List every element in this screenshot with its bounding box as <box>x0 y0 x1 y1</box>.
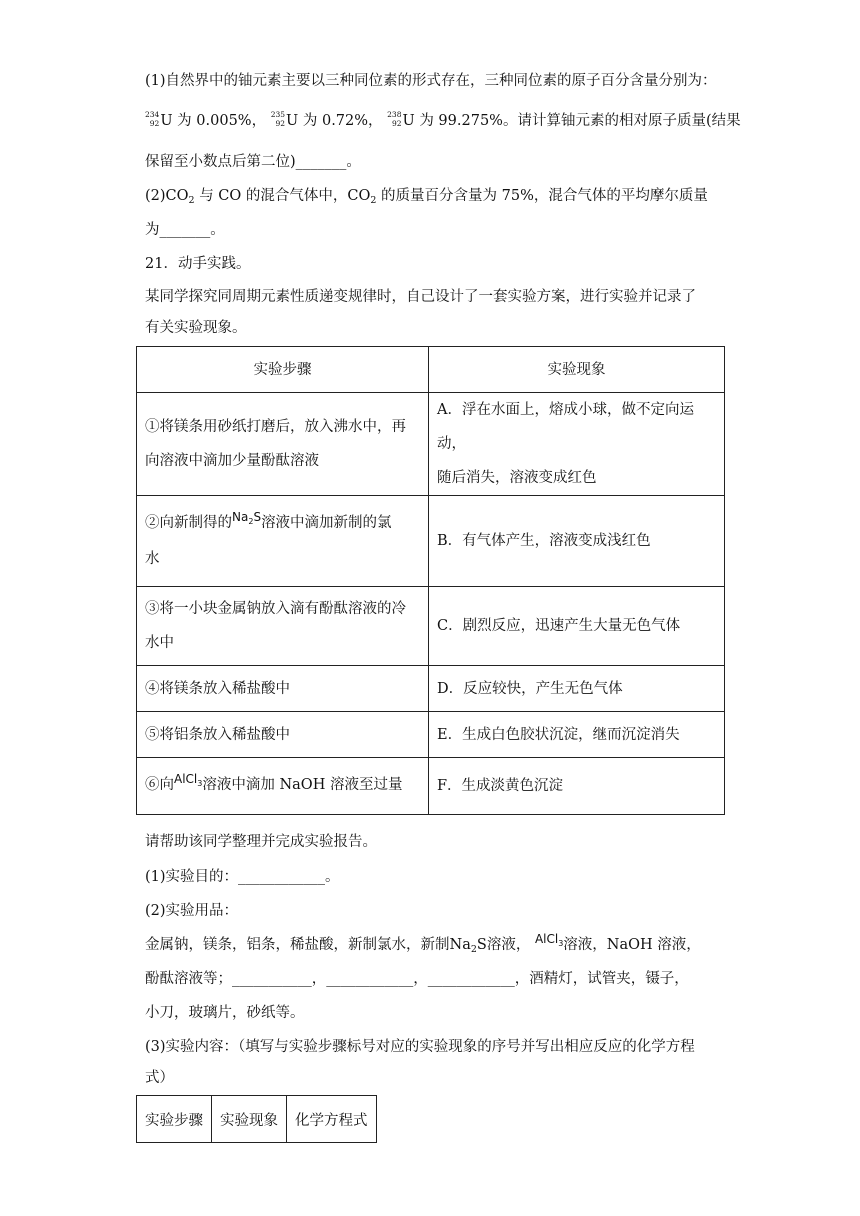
q20-part1-line1: (1)自然界中的铀元素主要以三种同位素的形式存在，三种同位素的原子百分含量分别为： <box>145 73 717 89</box>
supplies-line1: 金属钠，镁条，铝条，稀盐酸，新制氯水，新制$Na_2S$溶液， $^{AlCl_3}$溶液，NaOH 溶液， <box>145 932 701 955</box>
isotope-u238-symbol: U <box>402 113 415 129</box>
step-cell: ③将一小块金属钠放入滴有酚酞溶液的冷 水中 <box>137 587 429 666</box>
isotope-u238-text: 为 99.275%。请计算铀元素的相对原子质量(结果 <box>419 113 741 129</box>
observation-cell: F．生成淡黄色沉淀 <box>429 758 725 815</box>
table-row <box>137 393 725 496</box>
table-header-observations: 实验现象 <box>429 347 725 393</box>
content-header-steps: 实验步骤 <box>137 1096 212 1143</box>
step-cell: ④将镁条放入稀盐酸中 <box>137 666 429 712</box>
isotope-u235-text: 为 0.72%， <box>302 113 383 129</box>
supplies-line3: 小刀，玻璃片，砂纸等。 <box>145 1005 305 1021</box>
isotope-u234-text: 为 0.005%， <box>177 113 267 129</box>
isotope-u235-symbol: U <box>286 113 299 129</box>
table-row <box>137 496 725 587</box>
q21-title: 21．动手实践。 <box>145 256 251 272</box>
content-header-equation: 化学方程式 <box>287 1096 377 1143</box>
q20-part2-line1: $(2)CO_2$ 与 CO 的混合气体中，$CO_2$ 的质量百分含量为 75%，混合气体的平均摩尔质量 <box>145 188 708 206</box>
q20-part1-line3: 保留至小数点后第二位)_______。 <box>145 154 361 170</box>
q20-part2-line2: 为_______。 <box>145 222 225 238</box>
table-row <box>137 712 725 758</box>
observation-cell: D．反应较快，产生无色气体 <box>429 666 725 712</box>
isotope-u234-symbol: U <box>160 113 173 129</box>
q21-intro-line1: 某同学探究同周期元素性质递变规律时，自己设计了一套实验方案，进行实验并记录了 <box>145 289 696 305</box>
experiment-table <box>136 346 725 815</box>
table-header-steps: 实验步骤 <box>137 347 429 393</box>
content-line1: (3)实验内容：（填写与实验步骤标号对应的实验现象的序号并写出相应反应的化学方程 <box>145 1039 695 1055</box>
content-header-observations: 实验现象 <box>212 1096 287 1143</box>
table-row <box>137 758 725 815</box>
isotope-u235-numbers: 235 92 <box>270 110 286 128</box>
content-table <box>136 1095 377 1143</box>
experiment-purpose: (1)实验目的：____________。 <box>145 869 340 885</box>
observation-cell: B．有气体产生，溶液变成浅红色 <box>429 496 725 587</box>
supplies-line2: 酚酞溶液等；___________，____________，____________，酒精灯，试管夹，镊子， <box>145 971 689 987</box>
step-cell: ②向新制得的$^{Na_2S}$溶液中滴加新制的氯 水 <box>137 496 429 587</box>
report-intro: 请帮助该同学整理并完成实验报告。 <box>145 834 377 850</box>
supplies-title: (2)实验用品： <box>145 903 239 919</box>
observation-cell: E．生成白色胶状沉淀，继而沉淀消失 <box>429 712 725 758</box>
q20-part1-line2 <box>145 111 741 131</box>
table-row <box>137 666 725 712</box>
observation-cell: A．浮在水面上，熔成小球，做不定向运动， 随后消失，溶液变成红色 <box>429 393 725 496</box>
step-cell: ①将镁条用砂纸打磨后，放入沸水中，再 向溶液中滴加少量酚酞溶液 <box>137 393 429 496</box>
table-row <box>137 587 725 666</box>
isotope-u234-numbers: 234 92 <box>145 110 160 128</box>
q21-intro-line2: 有关实验现象。 <box>145 320 247 336</box>
step-cell: ⑥向$^{AlCl_3}$溶液中滴加 NaOH 溶液至过量 <box>137 758 429 815</box>
observation-cell: C．剧烈反应，迅速产生大量无色气体 <box>429 587 725 666</box>
step-cell: ⑤将铝条放入稀盐酸中 <box>137 712 429 758</box>
isotope-u238-numbers: 238 92 <box>387 110 402 128</box>
content-line2: 式） <box>145 1070 174 1086</box>
